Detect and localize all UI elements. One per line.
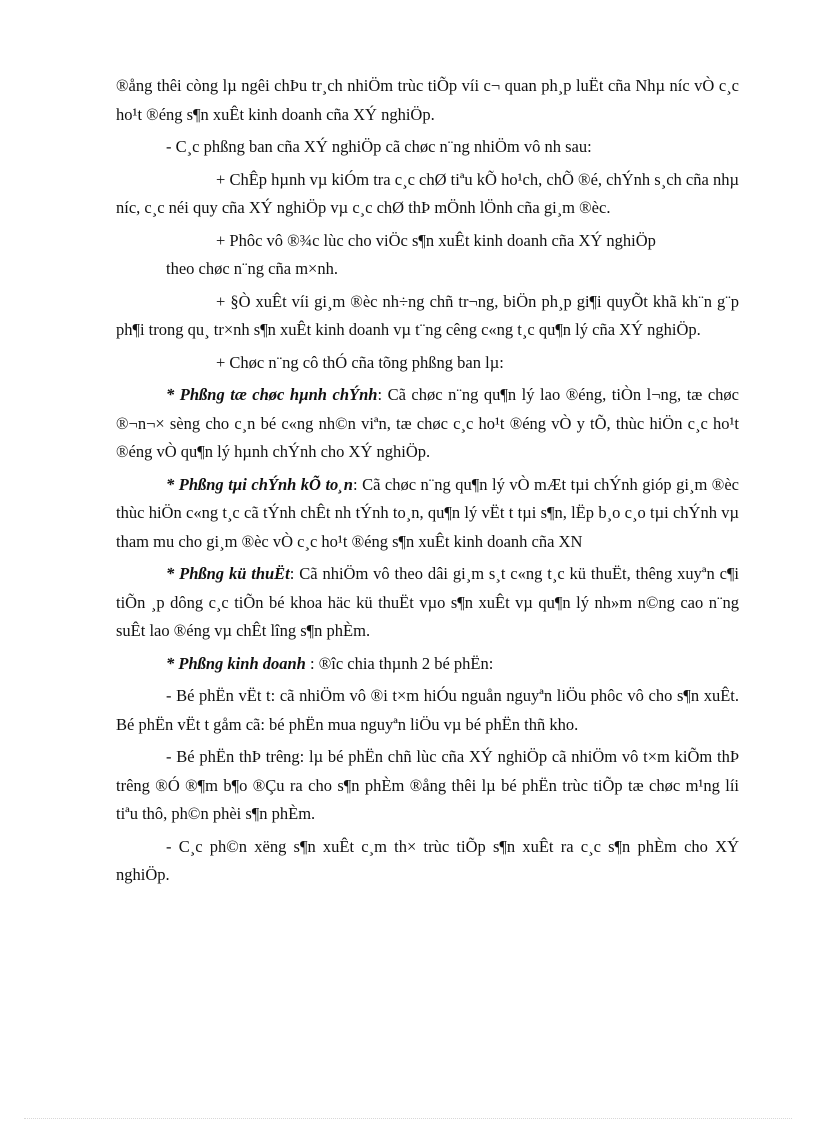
paragraph-text: : Cã nhiÖm vô theo dâi gi¸m s¸t c«ng t¸c kü thuËt, thêng xuyªn c¶i tiÕn ¸p dông c¸c tiÕn bé khoa häc kü thuËt vµo s¶n xuÊt vµ qu¶n lý nh»m n©ng cao n¨ng suÊt lao ®éng vµ chÊt lîng s¶n phÈm. — [116, 564, 740, 640]
paragraph-finance-dept — [116, 471, 739, 557]
department-heading: * Phßng kinh doanh — [166, 653, 306, 673]
paragraph-text: + Phôc vô ®¾c lùc cho viÖc s¶n xuÊt kinh doanh cña XÝ nghiÖp — [216, 230, 656, 250]
paragraph-text: + §Ò xuÊt víi gi¸m ®èc nh÷ng chñ tr¬ng, biÖn ph¸p gi¶i quyÕt khã kh¨n g¨p ph¶i trong qu¸ tr×nh s¶n xuÊt kinh doanh vµ t¨ng cêng c«ng t¸c qu¶n lý cña XÝ nghiÖp. — [116, 291, 739, 339]
paragraph-admin-dept — [116, 381, 739, 467]
paragraph-text: - C¸c ph©n xëng s¶n xuÊt c¸m th× trùc tiÕp s¶n xuÊt ra c¸c s¶n phÈm cho XÝ nghiÖp. — [116, 836, 739, 884]
paragraph-text: - Bé phËn thÞ trêng: lµ bé phËn chñ lùc cña XÝ nghiÖp cã nhiÖm vô t×m kiÕm thÞ trêng ®Ó ®¶m b¶o ®Çu ra cho s¶n phÈm ®ång thêi lµ bé phËn trùc tiÕp tæ chøc m¹ng líi tiªu thô, ph©n phèi s¶n phÈm. — [116, 747, 739, 823]
department-heading: * Phßng tæ chøc hµnh chÝnh — [166, 385, 378, 404]
department-heading: * Phßng tµi chÝnh kÕ to¸n — [166, 474, 353, 494]
paragraph-text: ®ång thêi còng lµ ngêi chÞu tr¸ch nhiÖm trùc tiÕp víi c¬ quan ph¸p luËt cña Nhµ níc vÒ c¸c ho¹t ®éng s¶n xuÊt kinh doanh cña XÝ nghiÖp. — [116, 76, 739, 124]
paragraph-market-unit — [116, 743, 739, 829]
paragraph-duty-propose — [116, 288, 739, 345]
paragraph-director-responsibility — [116, 72, 739, 129]
paragraph-text: + Chøc n¨ng cô thÓ cña tõng phßng ban lµ: — [216, 352, 504, 372]
page-bottom-rule — [24, 1118, 792, 1119]
paragraph-departments-intro — [116, 133, 739, 162]
paragraph-duty-serve-cont — [116, 255, 739, 284]
paragraph-text: theo chøc n¨ng cña m×nh. — [166, 259, 338, 278]
paragraph-text: - Bé phËn vËt t: cã nhiÖm vô ®i t×m hiÓu nguån nguyªn liÖu phôc vô cho s¶n xuÊt. Bé phËn vËt t gåm cã: bé phËn mua nguyªn liÖu vµ bé phËn thñ kho. — [116, 686, 739, 734]
paragraph-duty-execute — [116, 166, 739, 223]
paragraph-text: : ®îc chia thµnh 2 bé phËn: — [305, 653, 494, 673]
paragraph-materials-unit — [116, 682, 739, 739]
paragraph-text: - C¸c phßng ban cña XÝ nghiÖp cã chøc n¨ng nhiÖm vô nh sau: — [166, 137, 592, 156]
paragraph-text: : Cã chøc n¨ng qu¶n lý vÒ mÆt tµi chÝnh gióp gi¸m ®èc thùc hiÖn c«ng t¸c cã tÝnh chÊt nh tÝnh to¸n, qu¶n lý vËt t tµi s¶n, lËp b¸o c¸o tµi chÝnh vµ tham mu cho gi¸m ®èc vÒ c¸c ho¹t ®éng s¶n xuÊt kinh doanh cña XN — [116, 474, 739, 551]
paragraph-duty-serve — [116, 227, 739, 256]
paragraph-production-workshops — [116, 833, 739, 890]
paragraph-business-dept — [116, 650, 739, 679]
department-heading: * Phßng kü thuËt — [166, 564, 290, 583]
paragraph-technical-dept — [116, 560, 739, 646]
paragraph-text: : Cã chøc n¨ng qu¶n lý lao ®éng, tiÒn l¬ng, tæ chøc ®¬n¬× sèng cho c¸n bé c«ng nh©n viªn, tæ chøc c¸c ho¹t ®éng vÒ y tÕ, thùc hiÖn c¸c ho¹t ®éng vÒ qu¶n lý hµnh chÝnh cho XÝ nghiÖp. — [116, 385, 739, 461]
document-body — [116, 72, 739, 894]
paragraph-specific-functions — [116, 349, 739, 378]
paragraph-text: + ChÊp hµnh vµ kiÓm tra c¸c chØ tiªu kÕ ho¹ch, chÕ ®é, chÝnh s¸ch cña nhµ níc, c¸c néi quy cña XÝ nghiÖp vµ c¸c chØ thÞ mÖnh lÖnh cña gi¸m ®èc. — [116, 169, 739, 217]
